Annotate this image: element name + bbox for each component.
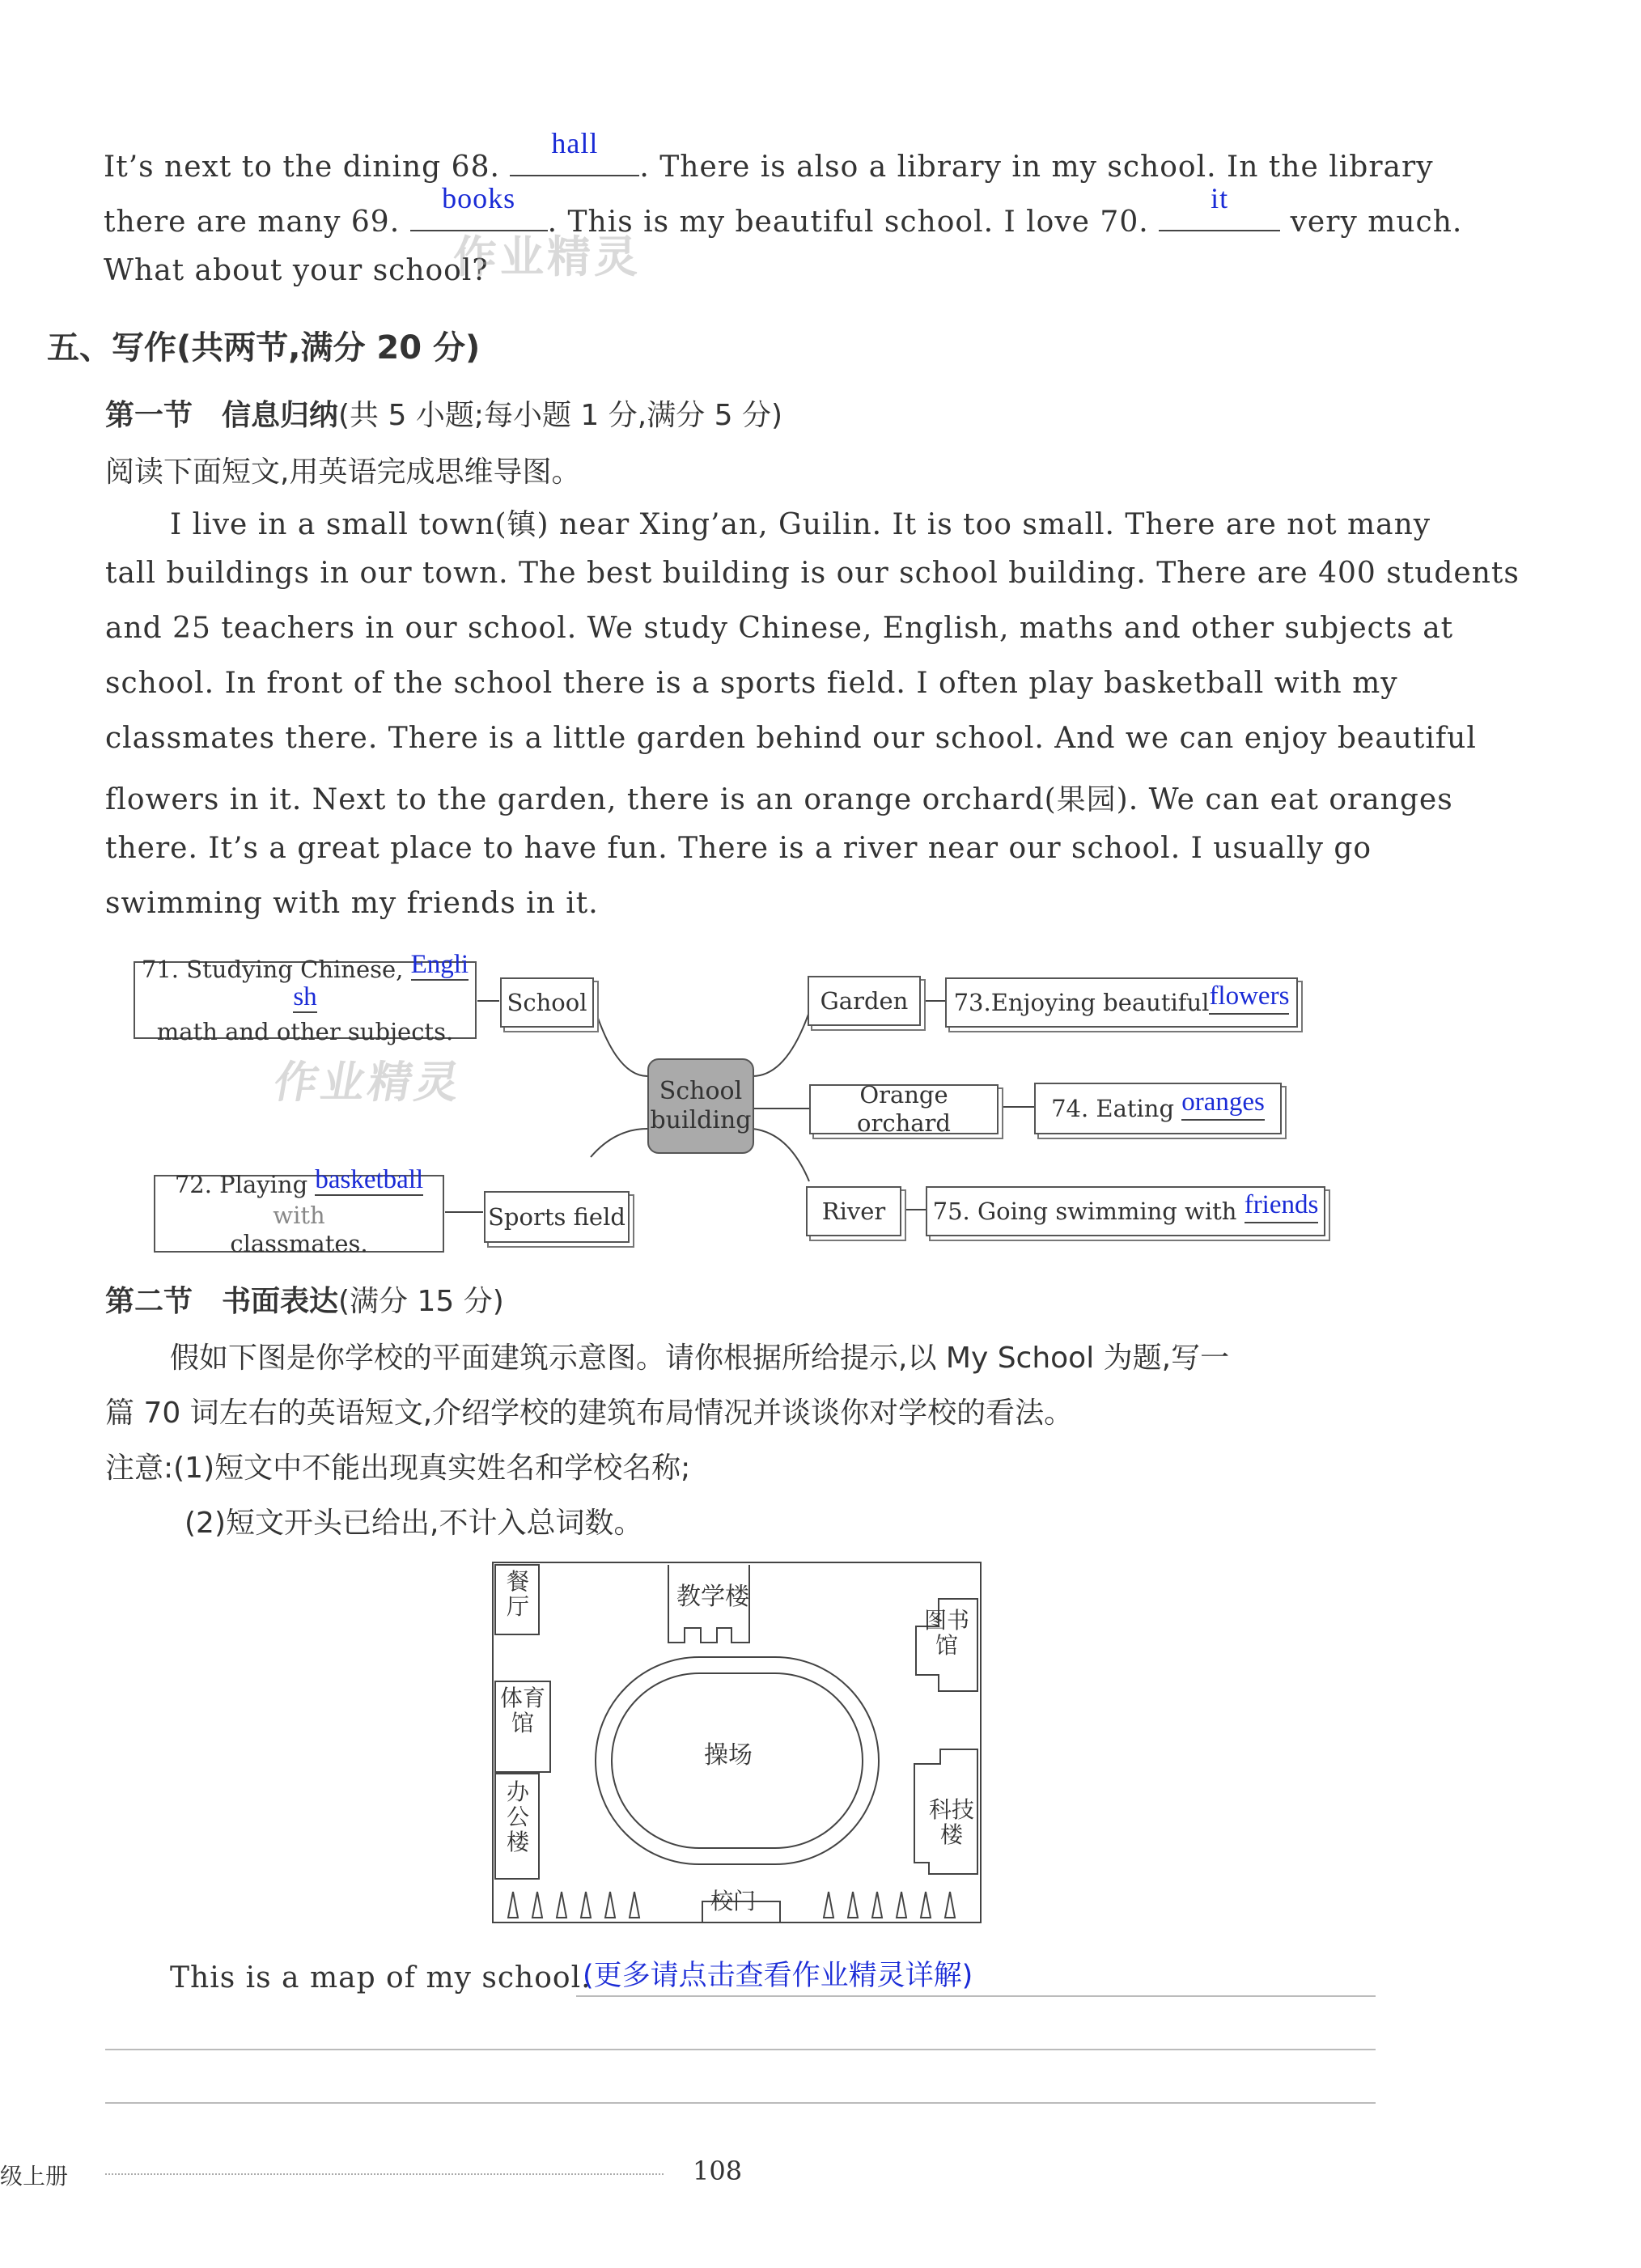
part2-title: 第二节 书面表达(满分 15 分) [105,1285,504,1318]
q73-answer: flowers [1209,981,1289,1015]
writing-line[interactable] [105,2102,1376,2104]
page-number: 108 [693,2156,743,2186]
center-node: School building [647,1058,754,1154]
section-title: 五、写作(共两节,满分 20 分) [47,329,481,367]
q74-box: 74. Eating oranges [1034,1083,1282,1134]
part2-prompt-line1: 假如下图是你学校的平面建筑示意图。请你根据所给提示,以 My School 为题,写一 [170,1342,1230,1375]
passage-line: flowers in it. Next to the garden, there is an orange orchard(果园). We can eat oranges [105,783,1453,816]
answer-70: it [1211,182,1229,214]
footer-book-label: 级上册 [0,2163,69,2190]
answer-68: hall [551,127,599,159]
river-node: River [806,1186,901,1236]
passage-line-last: What about your school? [104,254,489,287]
office-building-label: 办公楼 [507,1778,530,1855]
gym-label: 体育馆 [499,1685,545,1736]
passage-line: and 25 teachers in our school. We study Chinese, English, maths and other subjects at [105,612,1454,645]
answer-69: books [442,182,516,214]
canteen-label: 餐厅 [507,1568,530,1620]
part1-title: 第一节 信息归纳(共 5 小题;每小题 1 分,满分 5 分) [105,399,783,432]
part2-prompt-line2: 篇 70 词左右的英语短文,介绍学校的建筑布局情况并谈谈你对学校的看法。 [105,1397,1074,1430]
q71-box [134,950,477,1046]
passage-line-68: It’s next to the dining 68. hall . There is also a library in my school. In the library [104,127,1434,184]
passage-line: swimming with my friends in it. [105,887,599,920]
q71-line1: 71. Studying Chinese, Engli sh [141,950,469,1011]
passage-line: I live in a small town(镇) near Xing’an, Guilin. It is too small. There are not many [170,508,1431,541]
part2-note2: (2)短文开头已给出,不计入总词数。 [184,1507,643,1540]
library-label: 图书馆 [923,1607,969,1659]
watermark: 作业精灵 [453,231,641,282]
sports-field-node: Sports field [484,1191,630,1243]
school-node: School [500,977,594,1028]
teaching-building-label: 教学楼 [676,1583,749,1611]
q72-answer: basketball [315,1165,424,1195]
footer-dotted-rule [105,2173,664,2175]
q72-line2: classmates. [230,1229,368,1257]
garden-node: Garden [808,976,921,1026]
school-map [492,1562,982,1924]
playground-label: 操场 [704,1741,753,1770]
writing-line[interactable] [576,1995,1376,1997]
q72-box [154,1165,444,1257]
science-building-label: 科技楼 [928,1796,974,1848]
part2-note1: 注意:(1)短文中不能出现真实姓名和学校名称; [105,1452,691,1485]
part1-instruction: 阅读下面短文,用英语完成思维导图。 [105,456,581,489]
passage-line: there. It’s a great place to have fun. There is a river near our school. I usually go [105,832,1372,865]
q75-answer: friends [1245,1189,1319,1223]
passage-line-69: there are many 69. books . This is my beautiful school. I love 70. it very much. [104,182,1463,239]
more-details-link[interactable]: (更多请点击查看作业精灵详解) [583,1960,973,1992]
q71-answer: Engli sh [293,950,469,1011]
watermark: 作业精灵 [269,1057,467,1108]
passage-line: tall buildings in our town. The best building is our school building. There are 400 students [105,557,1520,590]
school-gate-label: 校门 [710,1888,757,1914]
q74-answer: oranges [1181,1087,1265,1121]
q73-box: 73.Enjoying beautiful flowers [945,977,1298,1028]
passage-line: classmates there. There is a little garden behind our school. And we can enjoy beautiful [105,722,1477,755]
writing-start: This is a map of my school. [170,1961,592,1995]
q72-line1: 72. Playing basketball with [174,1165,424,1229]
writing-line[interactable] [105,2049,1376,2050]
q71-line2: math and other subjects. [156,1018,454,1046]
orange-orchard-node: Orange orchard [809,1084,999,1134]
q75-box: 75. Going swimming with friends [926,1186,1325,1236]
passage-line: school. In front of the school there is a sports field. I often play basketball with my [105,667,1398,700]
